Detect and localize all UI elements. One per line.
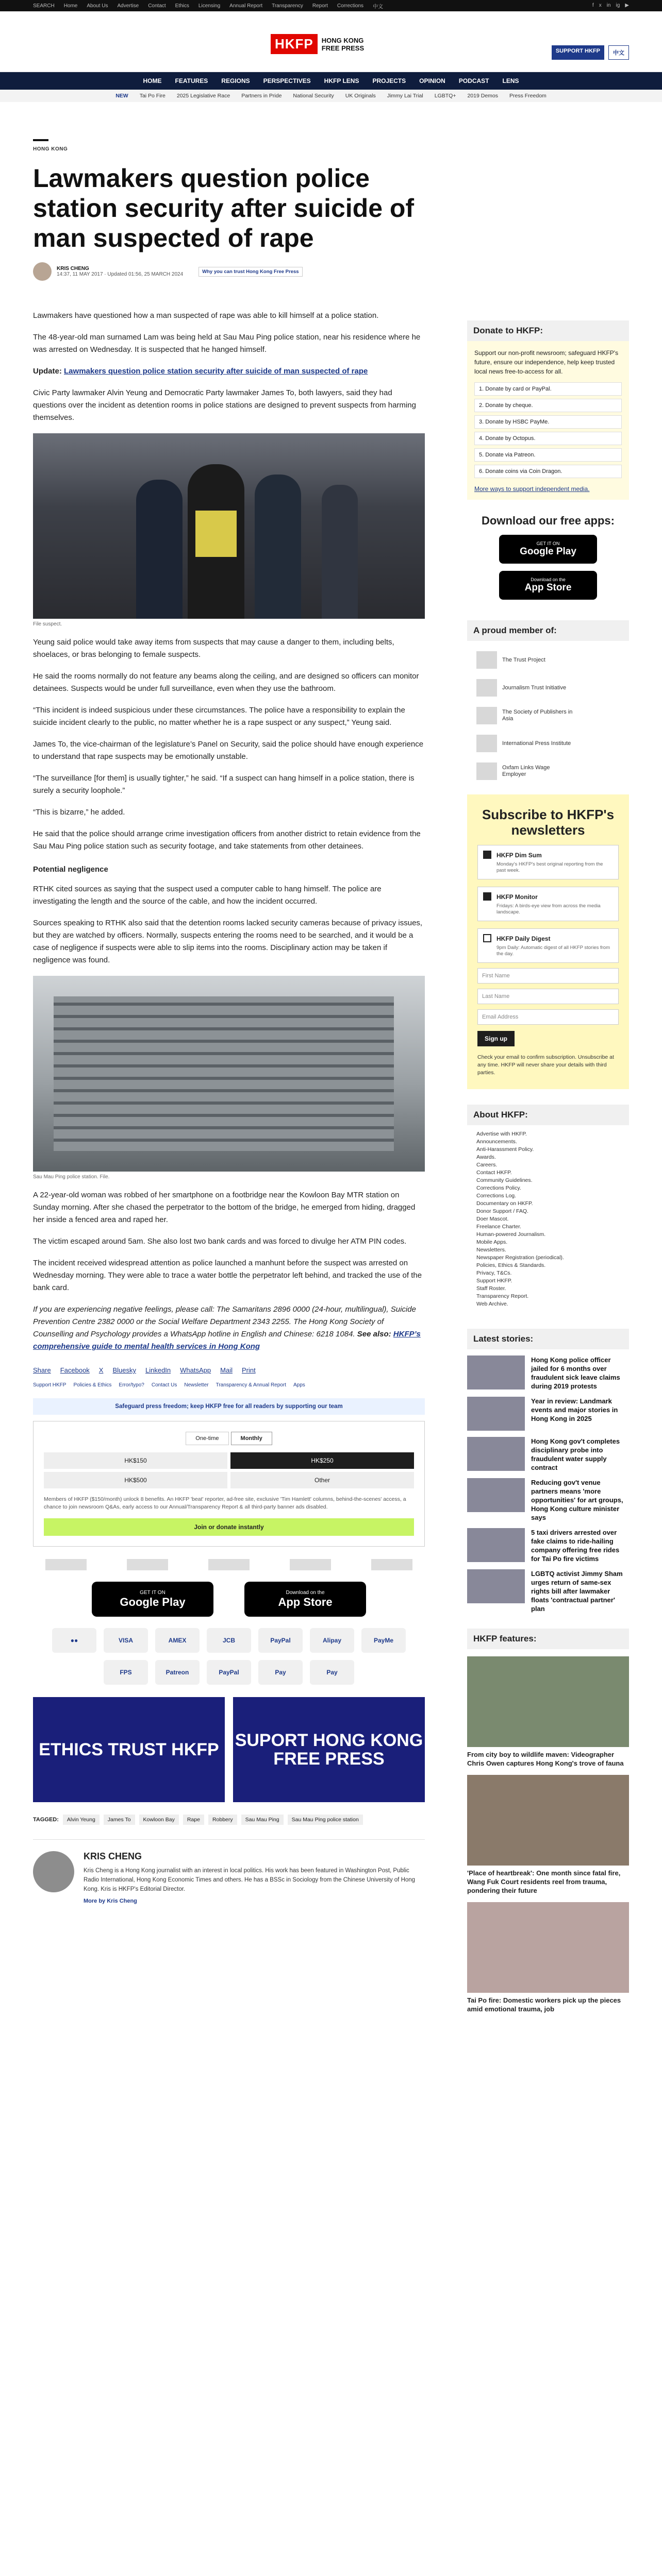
- latest-story[interactable]: Hong Kong gov't completes disciplinary probe into fraudulent water supply contract: [467, 1437, 629, 1472]
- amount-option[interactable]: Other: [230, 1472, 414, 1488]
- about-link[interactable]: Doer Mascot.: [476, 1216, 509, 1222]
- nav-lens[interactable]: HKFP LENS: [324, 77, 359, 84]
- member-logo: [476, 762, 497, 780]
- share-linkedin[interactable]: LinkedIn: [145, 1366, 171, 1374]
- latest-story[interactable]: Hong Kong police officer jailed for 6 months over fraudulent sick leave claims during 2019 protests: [467, 1355, 629, 1391]
- youtube-icon[interactable]: ▶: [625, 3, 629, 8]
- about-link[interactable]: Donor Support / FAQ.: [476, 1208, 528, 1214]
- paragraph: Sources speaking to RTHK also said that the detention rooms lacked security cameras because of privacy issues, but they are watched by officers. Normally, suspects entering the rooms need to be searched, and it would be a case of negligence if suspects were able to slip items into the rooms. Disciplinary action may be taken if negligence was found.: [33, 919, 423, 964]
- join-button[interactable]: Join or donate instantly: [44, 1518, 414, 1536]
- donate-option[interactable]: 6. Donate coins via Coin Dragon.: [474, 465, 622, 478]
- paragraph: He said that the police should arrange crime investigation officers from another district to retain evidence from the Sau Mau Ping police station such as security footage, and take statements from other detainees.: [33, 829, 421, 851]
- apps-title: Download our free apps:: [482, 514, 615, 527]
- footer-link[interactable]: Policies & Ethics: [73, 1382, 112, 1388]
- paragraph: RTHK cited sources as saying that the suspect used a computer cable to hang himself. The police are investigating the length and the source of the cable, and how the incident occurred.: [33, 885, 382, 906]
- paragraph: Civic Party lawmaker Alvin Yeung and Democratic Party lawmaker James To, both lawyers, said they had questions over the incident as detention rooms in police stations are designed to prevent suspects from harming themselves.: [33, 388, 416, 422]
- article-dates: 14:37, 11 MAY 2017 · Updated 01:56, 25 MARCH 2024: [57, 272, 184, 277]
- share-facebook[interactable]: Facebook: [60, 1366, 90, 1374]
- top-link-advertise[interactable]: Advertise: [117, 3, 139, 9]
- member-item[interactable]: The Trust Project: [467, 651, 629, 669]
- feature-story[interactable]: From city boy to wildlife maven: Videographer Chris Owen captures Hong Kong's trove of fauna: [467, 1656, 629, 1768]
- police-station-photo: [33, 976, 425, 1172]
- footer-link[interactable]: Apps: [293, 1382, 305, 1388]
- safeguard-banner[interactable]: Safeguard press freedom; keep HKFP free for all readers by supporting our team: [33, 1398, 425, 1415]
- site-logo[interactable]: [271, 34, 364, 54]
- amount-option[interactable]: HK$500: [44, 1472, 227, 1488]
- top-utility-bar: [0, 0, 662, 11]
- about-link[interactable]: Advertise with HKFP.: [476, 1131, 527, 1137]
- top-link-home[interactable]: Home: [63, 3, 78, 9]
- paragraph: The 48-year-old man surnamed Lam was being held at Sau Mau Ping police station, near his residence where he was arrested on Wednesday. It is suspected that he hanged himself.: [33, 333, 421, 354]
- section-heading: Potential negligence: [33, 865, 108, 874]
- subscribe-note: Check your email to confirm subscription. Unsubscribe at any time. HKFP will never share your details with third parties.: [477, 1054, 614, 1076]
- nav-projects[interactable]: PROJECTS: [372, 77, 406, 84]
- author-box-name[interactable]: KRIS CHENG: [84, 1851, 142, 1861]
- article: [33, 139, 425, 1904]
- tag[interactable]: Rape: [183, 1815, 204, 1825]
- footer-link[interactable]: Support HKFP: [33, 1382, 67, 1388]
- trending-item[interactable]: Jimmy Lai Trial: [387, 93, 423, 99]
- feature-image: [467, 1775, 629, 1866]
- membership-note: Members of HKFP ($150/month) unlock 8 benefits. An HKFP 'beat' reporter, ad-free site, exclusive 'Tim Hamlett' columns, behind-the-scenes' access, a chance to join newsroom Q&As, early access to our Annual/Transparency Report & all third-party banner ads disabled.: [44, 1496, 406, 1510]
- checkbox[interactable]: [483, 892, 491, 901]
- about-link[interactable]: Awards.: [476, 1154, 496, 1160]
- donate-option[interactable]: 3. Donate by HSBC PayMe.: [474, 415, 622, 429]
- top-link-licensing[interactable]: Licensing: [198, 3, 221, 9]
- trending-item[interactable]: 2019 Demos: [467, 93, 499, 99]
- features-title: HKFP features:: [467, 1629, 629, 1649]
- about-link[interactable]: Careers.: [476, 1162, 498, 1168]
- nav-home[interactable]: HOME: [143, 77, 162, 84]
- paragraph: The incident received widespread attention as police launched a manhunt before the suspect was arrested on Wednesday morning. They were able to trace a water bottle the perpetrator left behind, and tracked the use of the bank card.: [33, 1259, 422, 1292]
- paragraph: A 22-year-old woman was robbed of her smartphone on a footbridge near the Kowloon Bay MTR station on Sunday morning. After she chased the perpetrator to the bottom of the bridge, he emerged from hiding, dragged her inside a fenced area and raped her.: [33, 1191, 416, 1224]
- feature-story[interactable]: 'Place of heartbreak': One month since fatal fire, Wang Fuk Court residents reel from trauma, pondering their future: [467, 1775, 629, 1895]
- apple-pay-icon: Pay: [258, 1660, 303, 1685]
- feature-image: [467, 1656, 629, 1747]
- story-thumbnail: [467, 1569, 525, 1603]
- tag[interactable]: Sau Mau Ping: [241, 1815, 284, 1825]
- member-item[interactable]: International Press Institute: [467, 735, 629, 752]
- subscribe-title: Subscribe to HKFP's newsletters: [482, 807, 615, 838]
- about-link[interactable]: Announcements.: [476, 1139, 517, 1145]
- update-label: Update:: [33, 367, 62, 376]
- nav-features[interactable]: FEATURES: [175, 77, 208, 84]
- latest-story[interactable]: Reducing gov't venue partners means 'more opportunities' for art groups, Hong Kong culture minister says: [467, 1478, 629, 1522]
- article-title: Lawmakers question police station security after suicide of man suspected of rape: [33, 164, 415, 252]
- latest-list: [467, 1355, 629, 1613]
- trending-bar: [0, 90, 662, 102]
- about-link[interactable]: Freelance Charter.: [476, 1224, 521, 1230]
- share-whatsapp[interactable]: WhatsApp: [180, 1366, 211, 1374]
- member-item[interactable]: Oxfam Links Wage Employer: [467, 762, 629, 780]
- app-store-button[interactable]: Download on the App Store: [244, 1582, 366, 1617]
- article-footer-links: [33, 1382, 425, 1388]
- latest-story[interactable]: 5 taxi drivers arrested over fake claims to ride-hailing company offering free rides for Tai Po fire victims: [467, 1528, 629, 1563]
- signup-button[interactable]: Sign up: [477, 1031, 515, 1046]
- member-logo: [476, 735, 497, 752]
- member-logo: [476, 651, 497, 669]
- helpline-note: If you are experiencing negative feelings, please call: The Samaritans 2896 0000 (24-hour, multilingual), Suicide Prevention Centre 2382 0000 or the Social Welfare Department 2343 2255. The Hong Kong Society of Counselling and Psychology provides a WhatsApp hotline in English and Chinese: 6218 1084. See also: HKFP’s comprehensive guide to mental health services in Hong Kong: [33, 1305, 421, 1351]
- fps-icon: FPS: [104, 1660, 148, 1685]
- about-link[interactable]: Documentary on HKFP.: [476, 1200, 533, 1207]
- newsletter-box: [467, 794, 629, 1089]
- about-link[interactable]: Contact HKFP.: [476, 1170, 512, 1176]
- instagram-icon[interactable]: ig: [616, 3, 620, 8]
- about-title: About HKFP:: [467, 1105, 629, 1125]
- chinese-site-button[interactable]: 中文: [608, 45, 629, 60]
- donate-option[interactable]: 4. Donate by Octopus.: [474, 432, 622, 445]
- about-list: [467, 1125, 629, 1313]
- nav-perspectives[interactable]: PERSPECTIVES: [263, 77, 311, 84]
- more-ways-link[interactable]: More ways to support independent media.: [474, 485, 590, 493]
- top-link-chinese[interactable]: 中文: [373, 4, 384, 10]
- byline: [33, 262, 425, 281]
- about-link[interactable]: Anti-Harassment Policy.: [476, 1146, 534, 1153]
- paypal-icon: PayPal: [207, 1660, 251, 1685]
- ethics-banner[interactable]: ETHICS TRUST HKFP: [33, 1697, 225, 1802]
- paragraph: The victim escaped around 5am. She also lost two bank cards and was forced to divulge her ATM PIN codes.: [33, 1237, 407, 1246]
- about-link[interactable]: Support HKFP.: [476, 1278, 512, 1284]
- first-name-field[interactable]: First Name: [477, 968, 619, 984]
- about-link[interactable]: Community Guidelines.: [476, 1177, 533, 1183]
- tag[interactable]: Kowloon Bay: [139, 1815, 179, 1825]
- trending-item[interactable]: 2025 Legislative Race: [176, 93, 230, 99]
- amount-option[interactable]: HK$150: [44, 1452, 227, 1469]
- google-pay-icon: Pay: [310, 1660, 354, 1685]
- newsletter-option[interactable]: HKFP Monitor Fridays: A birds-eye view from across the media landscape.: [477, 887, 619, 921]
- donate-title: Donate to HKFP:: [467, 320, 629, 341]
- feature-image: [467, 1902, 629, 1993]
- promo-banners: [33, 1697, 425, 1802]
- paragraph: Yeung said police would take away items from suspects that may cause a danger to them, including belts, shoelaces, or bras belonging to female suspects.: [33, 638, 394, 659]
- member-item[interactable]: The Society of Publishers in Asia: [467, 707, 629, 724]
- site-header: [0, 11, 662, 72]
- sidebar: [467, 309, 629, 2013]
- amount-option[interactable]: HK$250: [230, 1452, 414, 1469]
- paragraph: James To, the vice-chairman of the legislature’s Panel on Security, said the police should have enough experience to understand that rape suspects may be emotionally unstable.: [33, 740, 424, 761]
- about-link[interactable]: Policies, Ethics & Standards.: [476, 1262, 546, 1268]
- donation-widget: [33, 1421, 425, 1547]
- trending-item[interactable]: Press Freedom: [509, 93, 547, 99]
- about-link[interactable]: Mobile Apps.: [476, 1239, 508, 1245]
- author-photo: [33, 1851, 74, 1892]
- member-logo: [476, 707, 497, 724]
- about-link[interactable]: Transparency Report.: [476, 1293, 529, 1299]
- share-x[interactable]: X: [98, 1366, 104, 1374]
- nav-lens2[interactable]: LENS: [502, 77, 519, 84]
- top-link-corrections[interactable]: Corrections: [337, 3, 364, 9]
- about-link[interactable]: Web Archive.: [476, 1301, 508, 1307]
- footer-link[interactable]: Transparency & Annual Report: [216, 1382, 286, 1388]
- checkbox[interactable]: [483, 851, 491, 859]
- facebook-icon[interactable]: f: [592, 3, 594, 8]
- new-label: NEW: [115, 93, 128, 99]
- latest-story[interactable]: LGBTQ activist Jimmy Sham urges return of same-sex rights bill after lawmaker floats 'contractual partner' plan: [467, 1569, 629, 1613]
- logo-line1: HONG KONG: [321, 36, 364, 44]
- member-logo: [476, 679, 497, 697]
- share-bar: [33, 1366, 425, 1374]
- author-bio: Kris Cheng is a Hong Kong journalist with an interest in local politics. His work has been featured in Washington Post, Public Radio International, Hong Kong Economic Times and others. He has a BSSc in Sociology from the Chinese University of Hong Kong. Kris is HKFP's Editorial Director.: [84, 1868, 416, 1892]
- app-stores: [33, 1582, 425, 1617]
- paypal-icon: PayPal: [258, 1628, 303, 1653]
- donate-box: [467, 341, 629, 500]
- donate-option[interactable]: 5. Donate via Patreon.: [474, 448, 622, 462]
- support-banner[interactable]: SUPORT HONG KONG FREE PRESS: [233, 1697, 425, 1802]
- photo-caption: File suspect.: [33, 621, 62, 627]
- visa-icon: VISA: [104, 1628, 148, 1653]
- payment-methods: [33, 1628, 425, 1685]
- amex-icon: AMEX: [155, 1628, 200, 1653]
- about-link[interactable]: Corrections Policy.: [476, 1185, 521, 1191]
- search-link[interactable]: SEARCH: [33, 3, 55, 9]
- top-link-contact[interactable]: Contact: [148, 3, 166, 9]
- tag[interactable]: Robbery: [208, 1815, 237, 1825]
- update-line: [33, 365, 425, 378]
- payme-icon: PayMe: [361, 1628, 406, 1653]
- paragraph: He said the rooms normally do not feature any beams along the ceiling, and are designed so officers can monitor detainees. Suspects would be under full surveillance, even when they use the bathroom.: [33, 672, 419, 693]
- about-link[interactable]: Staff Roster.: [476, 1285, 506, 1292]
- story-thumbnail: [467, 1355, 525, 1389]
- tags: [33, 1815, 425, 1825]
- top-link-transparency[interactable]: Transparency: [272, 3, 303, 9]
- feature-story[interactable]: Tai Po fire: Domestic workers pick up the pieces amid emotional trauma, job: [467, 1902, 629, 2013]
- member-item[interactable]: Journalism Trust Initiative: [467, 679, 629, 697]
- tag[interactable]: James To: [104, 1815, 135, 1825]
- linkedin-icon[interactable]: in: [606, 3, 611, 8]
- paragraph: “The surveillance [for them] is usually tighter,” he said. “If a suspect can hang himself in a police station, there is surely a security loophole.”: [33, 774, 415, 795]
- footer-link[interactable]: Error/typo?: [119, 1382, 144, 1388]
- donate-option[interactable]: 1. Donate by card or PayPal.: [474, 382, 622, 396]
- partner-logo: [127, 1559, 168, 1570]
- share-bluesky[interactable]: Bluesky: [112, 1366, 136, 1374]
- suspect-photo: [33, 433, 425, 619]
- paragraph: “This incident is indeed suspicious under these circumstances. The police have a responsibility to explain the suicide incident clearly to the public, no matter whether he is a rape suspect or any suspect,” Yeung said.: [33, 706, 405, 727]
- nav-podcast[interactable]: PODCAST: [458, 77, 489, 84]
- top-link-annual-report[interactable]: Annual Report: [229, 3, 263, 9]
- see-also-link[interactable]: HKFP’s comprehensive guide to mental health services in Hong Kong: [33, 1330, 421, 1351]
- paragraph: Lawmakers have questioned how a man suspected of rape was able to kill himself at a police station.: [33, 311, 379, 320]
- checkbox[interactable]: [483, 934, 491, 942]
- last-name-field[interactable]: Last Name: [477, 989, 619, 1004]
- tag[interactable]: Alvin Yeung: [63, 1815, 100, 1825]
- about-link[interactable]: Privacy, T&Cs.: [476, 1270, 512, 1276]
- google-play-button[interactable]: GET IT ON Google Play: [499, 535, 597, 564]
- google-play-button[interactable]: GET IT ON Google Play: [92, 1582, 213, 1617]
- donate-text: Support our non-profit newsroom; safeguard HKFP's future, ensure our independence, help keep trusted local news free-to-access for all.: [474, 349, 619, 375]
- share-mail[interactable]: Mail: [220, 1366, 233, 1374]
- latest-title: Latest stories:: [467, 1329, 629, 1349]
- about-link[interactable]: Newsletters.: [476, 1247, 506, 1253]
- share-label: Share: [33, 1366, 51, 1374]
- member-title: A proud member of:: [467, 620, 629, 641]
- story-thumbnail: [467, 1437, 525, 1471]
- top-link-about[interactable]: About Us: [87, 3, 108, 9]
- latest-story[interactable]: Year in review: Landmark events and major stories in Hong Kong in 2025: [467, 1397, 629, 1431]
- partner-logo: [371, 1559, 412, 1570]
- share-print[interactable]: Print: [241, 1366, 256, 1374]
- nav-opinion[interactable]: OPINION: [419, 77, 445, 84]
- partner-logo: [208, 1559, 250, 1570]
- about-link[interactable]: Human-powered Journalism.: [476, 1231, 546, 1238]
- trending-item[interactable]: National Security: [293, 93, 334, 99]
- top-link-ethics[interactable]: Ethics: [175, 3, 189, 9]
- paragraph: “This is bizarre,” he added.: [33, 808, 125, 817]
- trust-link[interactable]: Why you can trust Hong Kong Free Press: [198, 267, 302, 277]
- logo-line2: FREE PRESS: [321, 44, 365, 52]
- partner-logo: [45, 1559, 87, 1570]
- author-name[interactable]: KRIS CHENG: [57, 266, 89, 272]
- partner-logo: [290, 1559, 331, 1570]
- trending-item[interactable]: UK Originals: [345, 93, 376, 99]
- footer-link[interactable]: Contact Us: [151, 1382, 177, 1388]
- story-thumbnail: [467, 1528, 525, 1562]
- story-thumbnail: [467, 1397, 525, 1431]
- nav-regions[interactable]: REGIONS: [221, 77, 250, 84]
- jcb-icon: JCB: [207, 1628, 251, 1653]
- update-link[interactable]: Lawmakers question police station security after suicide of man suspected of rape: [64, 367, 368, 376]
- partner-logos: [33, 1559, 425, 1570]
- app-store-button[interactable]: Download on the App Store: [499, 571, 597, 600]
- monthly-tab[interactable]: Monthly: [231, 1432, 272, 1445]
- mastercard-icon: ●●: [52, 1628, 96, 1653]
- email-field[interactable]: Email Address: [477, 1009, 619, 1025]
- support-hkfp-button[interactable]: SUPPORT HKFP: [552, 45, 604, 60]
- member-list: [467, 651, 629, 780]
- more-by-author-link[interactable]: More by Kris Cheng: [84, 1898, 137, 1904]
- newsletter-option[interactable]: HKFP Daily Digest 9pm Daily: Automatic digest of all HKFP stories from the day.: [477, 928, 619, 963]
- trending-item[interactable]: LGBTQ+: [434, 93, 456, 99]
- main-nav: [0, 72, 662, 90]
- story-thumbnail: [467, 1478, 525, 1512]
- alipay-icon: Alipay: [310, 1628, 354, 1653]
- trending-item[interactable]: Partners in Pride: [241, 93, 282, 99]
- see-also-label: See also:: [357, 1330, 391, 1338]
- donate-option[interactable]: 2. Donate by cheque.: [474, 399, 622, 412]
- about-link[interactable]: Corrections Log.: [476, 1193, 517, 1199]
- newsletter-option[interactable]: HKFP Dim Sum Monday's HKFP's best original reporting from the past week.: [477, 845, 619, 879]
- divider: [33, 139, 48, 141]
- photo-caption: Sau Mau Ping police station. File.: [33, 1174, 110, 1180]
- one-time-tab[interactable]: One-time: [186, 1432, 228, 1445]
- x-icon[interactable]: x: [599, 3, 602, 8]
- about-link[interactable]: Newspaper Registration (periodical).: [476, 1255, 564, 1261]
- tags-label: TAGGED:: [33, 1817, 59, 1823]
- top-link-report[interactable]: Report: [312, 3, 328, 9]
- author-box: [33, 1839, 425, 1904]
- patreon-icon: Patreon: [155, 1660, 200, 1685]
- logo-mark: HKFP: [271, 34, 318, 54]
- trending-item[interactable]: Tai Po Fire: [139, 93, 166, 99]
- footer-link[interactable]: Newsletter: [184, 1382, 209, 1388]
- category-label[interactable]: HONG KONG: [33, 146, 68, 152]
- tag[interactable]: Sau Mau Ping police station: [288, 1815, 363, 1825]
- author-avatar: [33, 262, 52, 281]
